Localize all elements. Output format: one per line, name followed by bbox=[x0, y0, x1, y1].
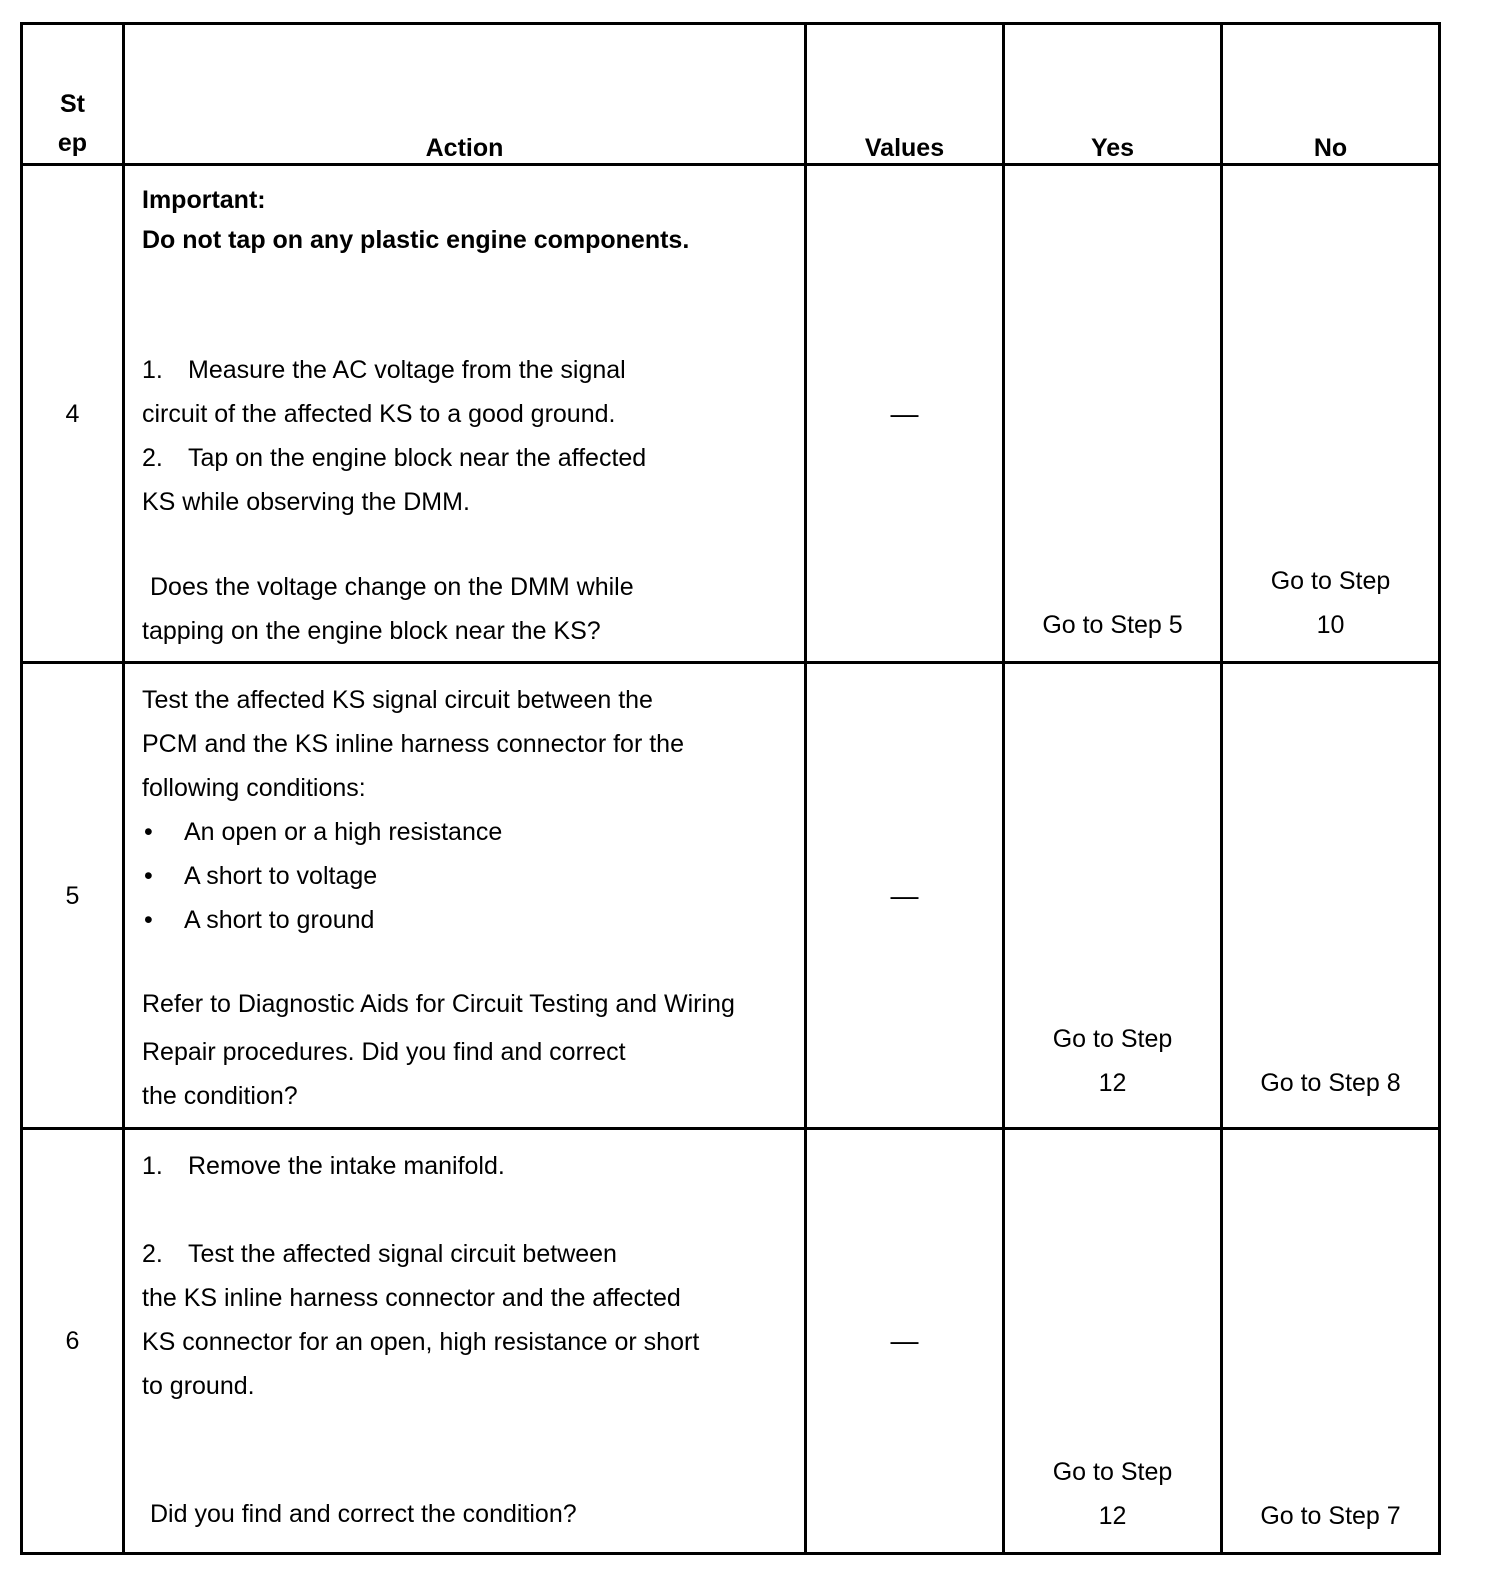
diagnostic-table bbox=[20, 22, 1441, 1555]
yes-cell bbox=[1004, 663, 1222, 1129]
refer-line: Repair procedures. Did you find and correct bbox=[142, 1038, 626, 1066]
item-text: Remove the intake manifold. bbox=[188, 1152, 505, 1180]
no-cell: Go to Step 7 bbox=[1222, 1129, 1440, 1554]
refer-line: Refer to Diagnostic Aids for Circuit Testing and Wiring bbox=[142, 990, 735, 1018]
header-step-line1: St bbox=[60, 90, 85, 118]
bullet-icon: • bbox=[144, 818, 153, 846]
yes-line2: 12 bbox=[1098, 1069, 1127, 1097]
item-text: Test the affected signal circuit between bbox=[188, 1240, 617, 1268]
table-row-step-5 bbox=[22, 663, 1440, 1129]
values-cell: — bbox=[806, 1129, 1004, 1554]
item-number: 1. bbox=[142, 356, 163, 384]
list-item bbox=[142, 1144, 788, 1188]
bullet-text: A short to voltage bbox=[184, 862, 378, 890]
values-cell: — bbox=[806, 663, 1004, 1129]
important-label: Important: bbox=[142, 186, 266, 214]
step-number: 5 bbox=[22, 663, 124, 1129]
intro-line: Test the affected KS signal circuit between the bbox=[142, 686, 653, 714]
header-row bbox=[22, 24, 1440, 165]
item-text-continued: to ground. bbox=[142, 1372, 255, 1400]
intro-line: following conditions: bbox=[142, 774, 366, 802]
item-number: 1. bbox=[142, 1152, 163, 1180]
table-row-step-6 bbox=[22, 1129, 1440, 1554]
question-line: Did you find and correct the condition? bbox=[150, 1500, 577, 1528]
no-cell bbox=[1222, 165, 1440, 663]
bullet-item bbox=[142, 898, 788, 942]
question-line: tapping on the engine block near the KS? bbox=[142, 617, 601, 645]
yes-line1: Go to Step bbox=[1052, 1458, 1173, 1486]
no-line1: Go to Step bbox=[1270, 567, 1391, 595]
no-line2: 10 bbox=[1316, 611, 1345, 639]
bullet-text: An open or a high resistance bbox=[184, 818, 503, 846]
item-text-continued: KS while observing the DMM. bbox=[142, 488, 470, 516]
bullet-icon: • bbox=[144, 862, 153, 890]
header-action: Action bbox=[124, 24, 806, 165]
item-text-continued: KS connector for an open, high resistance or short bbox=[142, 1328, 700, 1356]
list-item bbox=[142, 1232, 788, 1276]
item-text: Tap on the engine block near the affected bbox=[188, 444, 647, 472]
refer-line: the condition? bbox=[142, 1082, 298, 1110]
yes-line1: Go to Step bbox=[1052, 1025, 1173, 1053]
item-text-continued: the KS inline harness connector and the affected bbox=[142, 1284, 681, 1312]
values-cell: — bbox=[806, 165, 1004, 663]
step-number: 4 bbox=[22, 165, 124, 663]
yes-cell bbox=[1004, 1129, 1222, 1554]
question-line: Does the voltage change on the DMM while bbox=[150, 573, 634, 601]
header-values: Values bbox=[806, 24, 1004, 165]
yes-line2: 12 bbox=[1098, 1502, 1127, 1530]
action-cell bbox=[124, 663, 806, 1129]
table-row-step-4 bbox=[22, 165, 1440, 663]
item-text-continued: circuit of the affected KS to a good ground. bbox=[142, 400, 616, 428]
item-text: Measure the AC voltage from the signal bbox=[188, 356, 626, 384]
item-number: 2. bbox=[142, 444, 163, 472]
no-cell: Go to Step 8 bbox=[1222, 663, 1440, 1129]
action-cell bbox=[124, 165, 806, 663]
header-no: No bbox=[1222, 24, 1440, 165]
step-number: 6 bbox=[22, 1129, 124, 1554]
intro-line: PCM and the KS inline harness connector for the bbox=[142, 730, 684, 758]
header-step-line2: ep bbox=[57, 129, 88, 157]
list-item bbox=[142, 436, 788, 480]
list-item bbox=[142, 348, 788, 392]
header-yes: Yes bbox=[1004, 24, 1222, 165]
bullet-item bbox=[142, 854, 788, 898]
header-step bbox=[22, 24, 124, 165]
action-cell bbox=[124, 1129, 806, 1554]
bullet-icon: • bbox=[144, 906, 153, 934]
yes-cell: Go to Step 5 bbox=[1004, 165, 1222, 663]
bullet-text: A short to ground bbox=[184, 906, 375, 934]
bullet-item bbox=[142, 810, 788, 854]
important-text: Do not tap on any plastic engine components. bbox=[142, 226, 690, 254]
item-number: 2. bbox=[142, 1240, 163, 1268]
